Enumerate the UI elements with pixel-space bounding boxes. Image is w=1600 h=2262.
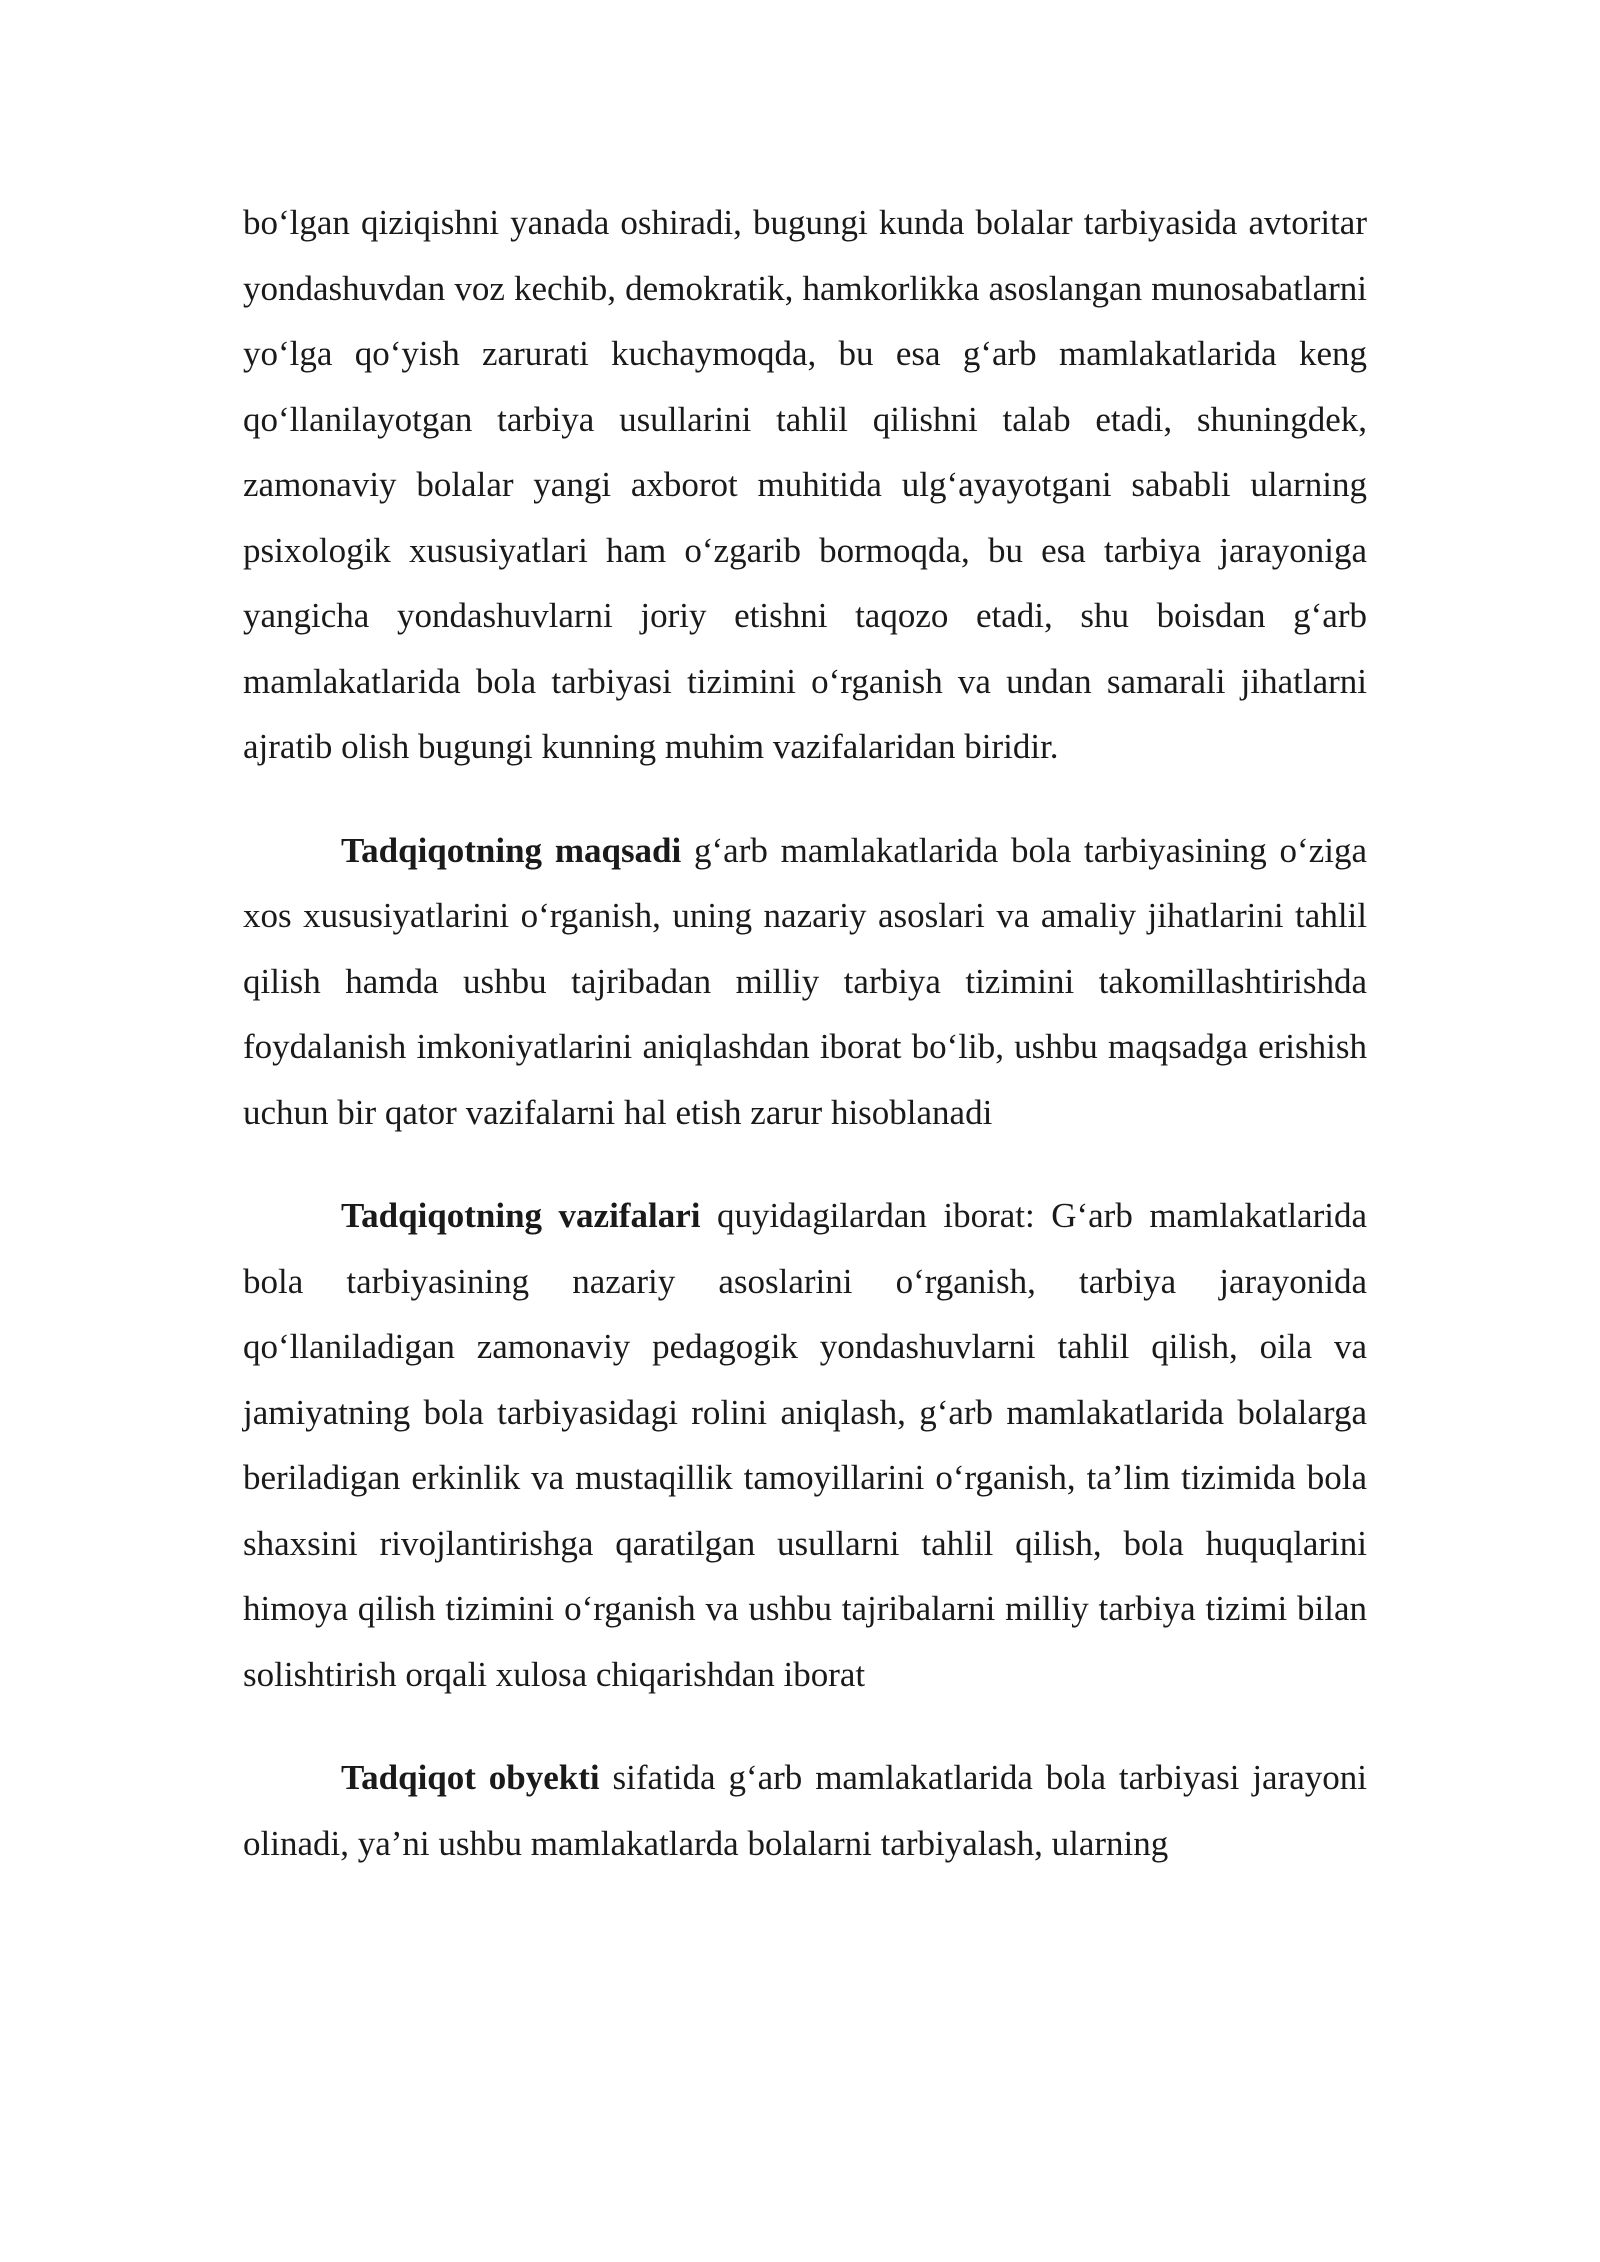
paragraph-lead-bold: Tadqiqotning vazifalari [341,1196,701,1235]
paragraph-text: quyidagilardan iborat: G‘arb mamlakatlarida bola tarbiyasining nazariy asoslarini o‘rganish, tarbiya jarayonida qo‘llaniladigan zamonaviy pedagogik yondashuvlarni tahlil qilish, oila va jamiyatning bola tarbiyasidagi rolini aniqlash, g‘arb mamlakatlarida bolalarga beriladigan erkinlik va mustaqillik tamoyillarini o‘rganish, ta’lim tizimida bola shaxsini rivojlantirishga qaratilgan usullarni tahlil qilish, bola huquqlarini himoya qilish tizimini o‘rganish va ushbu tajribalarni milliy tarbiya tizimi bilan solishtirish orqali xulosa chiqarishdan iborat [243,1196,1367,1694]
paragraph-lead-bold: Tadqiqot obyekti [341,1758,600,1797]
paragraph-text: sifatida g‘arb mamlakatlarida bola tarbiyasi jarayoni olinadi, ya’ni ushbu mamlakatlarda bolalarni tarbiyalash, ularning [243,1758,1367,1863]
paragraph-text: g‘arb mamlakatlarida bola tarbiyasining o‘ziga xos xususiyatlarini o‘rganish, uning nazariy asoslari va amaliy jihatlarini tahlil qilish hamda ushbu tajribadan milliy tarbiya tizimini takomillashtirishda foydalanish imkoniyatlarini aniqlashdan iborat bo‘lib, ushbu maqsadga erishish uchun bir qator vazifalarni hal etish zarur hisoblanadi [243,830,1367,1132]
paragraph-lead-bold: Tadqiqotning maqsadi [341,830,682,870]
paragraph-research-tasks [243,1183,1367,1707]
paragraph-text: bo‘lgan qiziqishni yanada oshiradi, bugungi kunda bolalar tarbiyasida avtoritar yondashuvdan voz kechib, demokratik, hamkorlikka asoslangan munosabatlarni yo‘lga qo‘yish zarurati kuchaymoqda, bu esa g‘arb mamlakatlarida keng qo‘llanilayotgan tarbiya usullarini tahlil qilishni talab etadi, shuningdek, zamonaviy bolalar yangi axborot muhitida ulg‘ayayotgani sababli ularning psixologik xususiyatlari ham o‘zgarib bormoqda, bu esa tarbiya jarayoniga yangicha yondashuvlarni joriy etishni taqozo etadi, shu boisdan g‘arb mamlakatlarida bola tarbiyasi tizimini o‘rganish va undan samarali jihatlarni ajratib olish bugungi kunning muhim vazifalaridan biridir. [243,203,1367,766]
paragraph-intro-continuation [243,190,1367,780]
body-text [243,190,1367,1876]
paragraph-research-goal [243,818,1367,1146]
paragraph-research-object [243,1745,1367,1876]
